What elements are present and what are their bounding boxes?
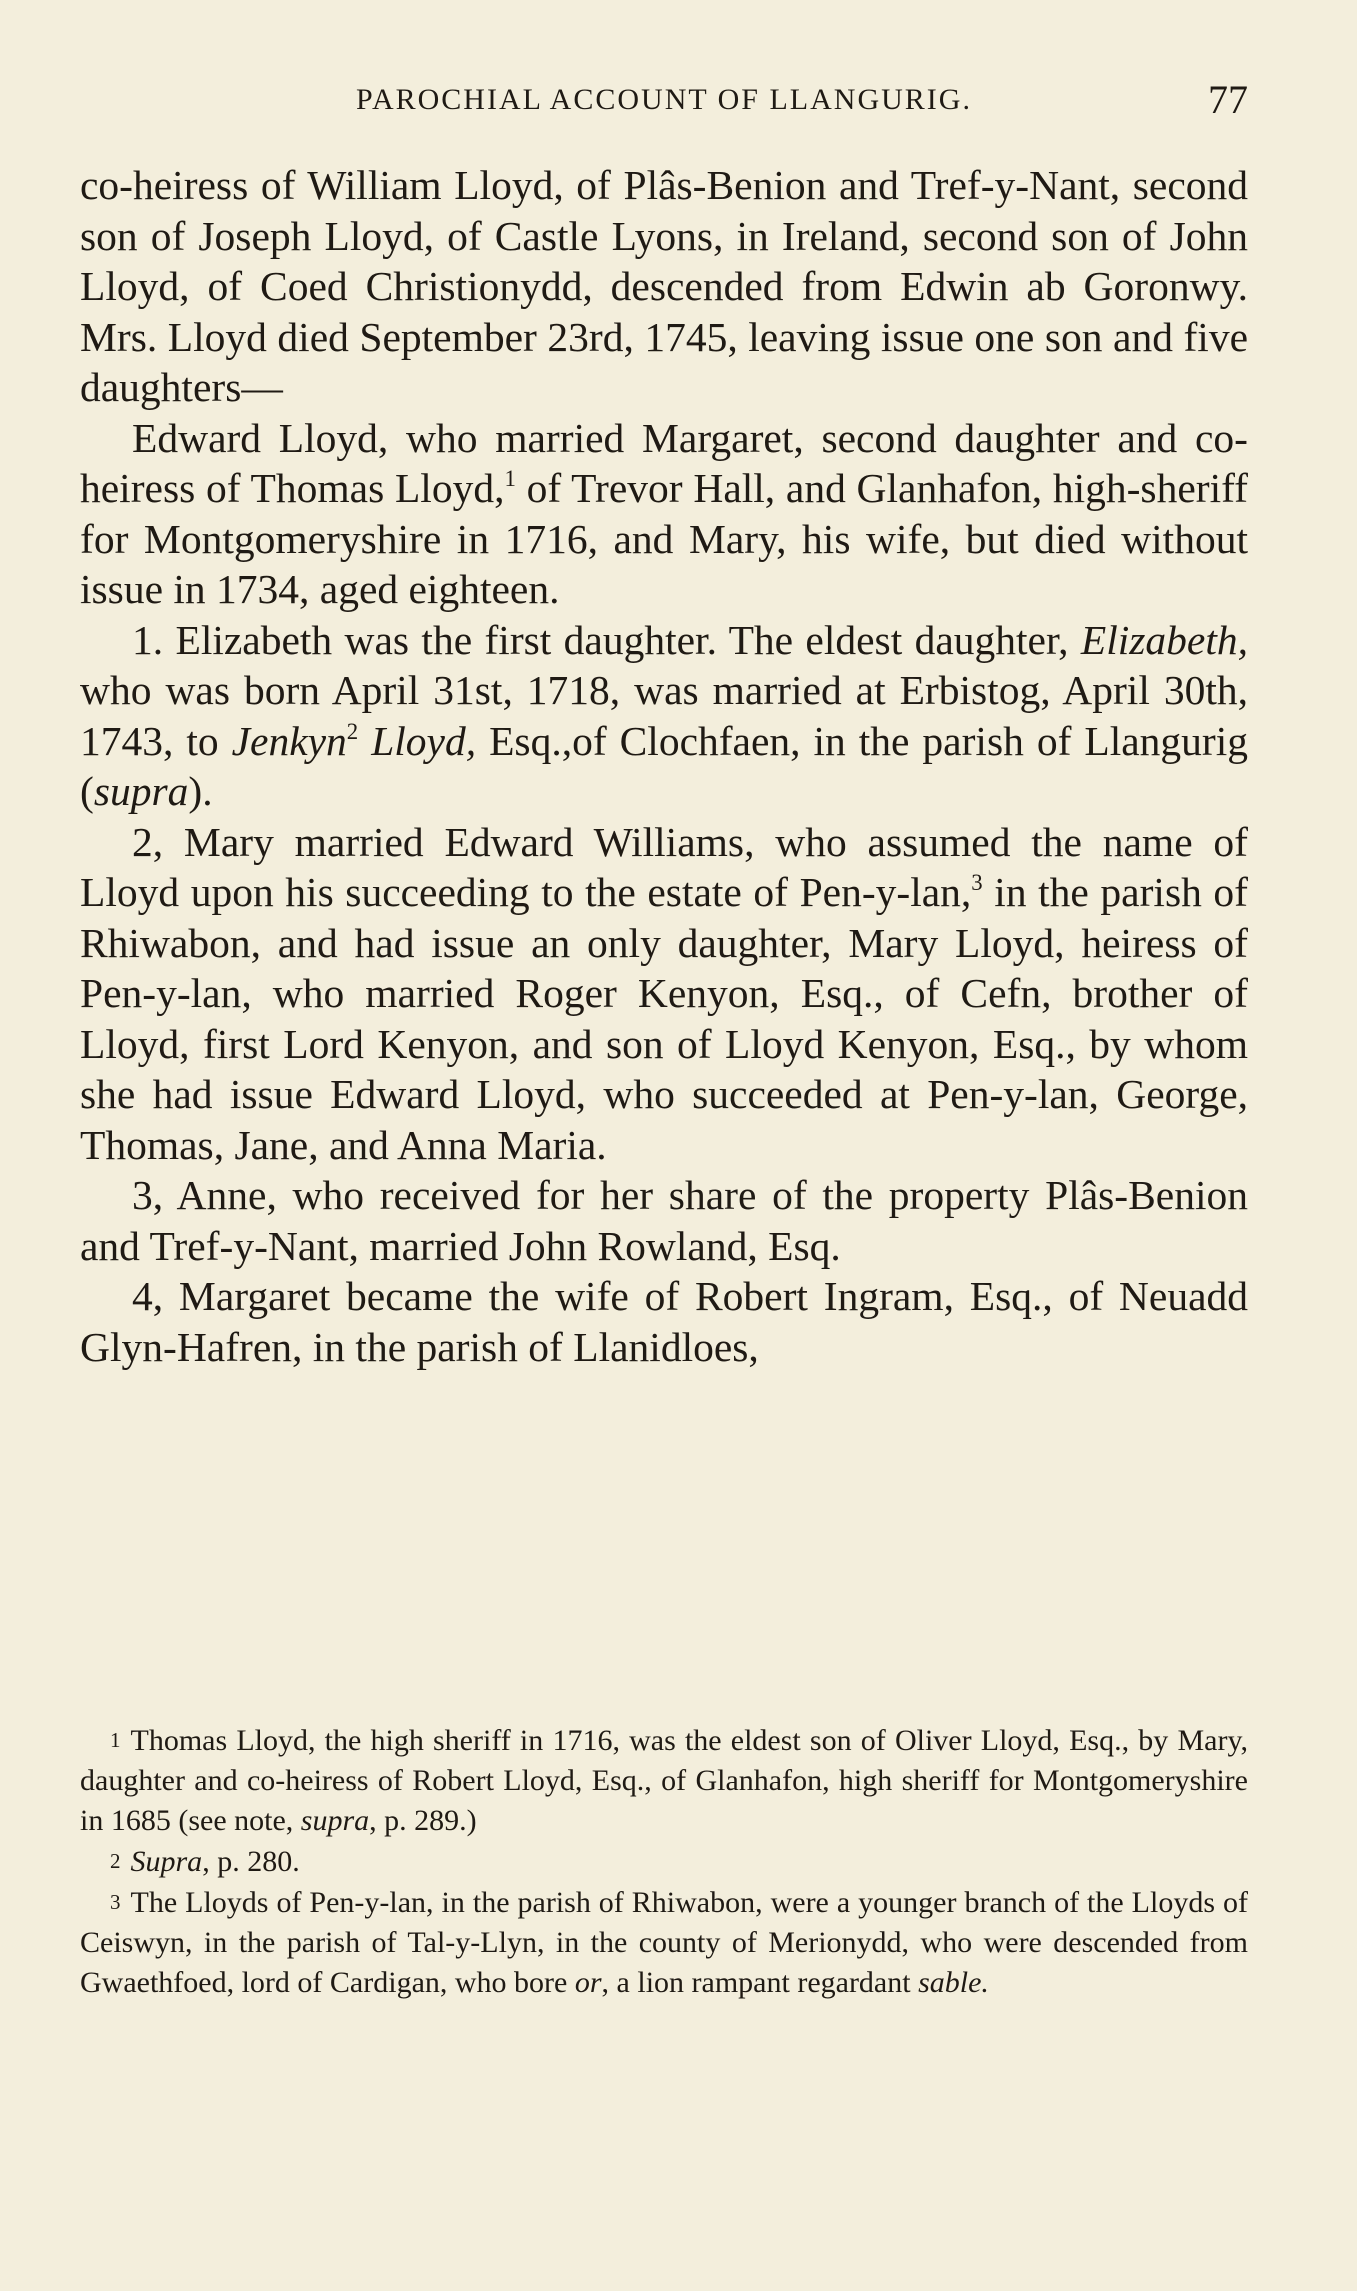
paragraph-mary: 2, Mary married Edward Williams, who assumed the name of Lloyd upon his succeeding to the estate of Pen-y-lan,$^3$ in the parish of Rhiwabon, and had issue an only daughter, Mary Lloyd, heiress of Pen-y-lan, who married Roger Kenyon, Esq., of Cefn, brother of Lloyd, first Lord Kenyon, and son of Lloyd Kenyon, Esq., by whom she had issue Edward Lloyd, who succeeded at Pen-y-lan, George, Thomas, Jane, and Anna Maria. xyxy=(80,818,1248,1168)
paragraph-margaret: 4, Margaret became the wife of Robert Ingram, Esq., of Neuadd Glyn-Hafren, in the parish of Llanidloes, xyxy=(80,1273,1248,1370)
paragraph-edward: Edward Lloyd, who married Margaret, second daughter and co-heiress of Thomas Lloyd,$^1$ of Trevor Hall, and Glanhafon, high-sheriff for Montgomeryshire in 1716, and Mary, his wife, but died without issue in 1734, aged eighteen. xyxy=(80,414,1248,612)
running-header xyxy=(80,75,1248,125)
running-title: PAROCHIAL ACCOUNT OF LLANGURIG. xyxy=(356,83,972,116)
page-number: 77 xyxy=(1208,77,1248,122)
footnote-3: 3 The Lloyds of Pen-y-lan, in the parish of Rhiwabon, were a younger branch of the Lloyds of Ceiswyn, in the parish of Tal-y-Llyn, in the county of Merionydd, who were descended from Gwaethfoed, lord of Cardigan, who bore or, a lion rampant regardant sable. xyxy=(80,1886,1248,2000)
footnotes xyxy=(80,1720,1248,2003)
paragraph-anne: 3, Anne, who received for her share of the property Plâs-Benion and Tref-y-Nant, married John Rowland, Esq. xyxy=(80,1172,1248,1269)
footnote-1: 1 Thomas Lloyd, the high sheriff in 1716, was the eldest son of Oliver Lloyd, Esq., by Mary, daughter and co-heiress of Robert Lloyd, Esq., of Glanhafon, high sheriff for Montgomeryshire in 1685 (see note, supra, p. 289.) xyxy=(80,1724,1248,1838)
footnote-2: 2 Supra, p. 280. xyxy=(110,1845,300,1879)
footnote-ref-3: 3 xyxy=(971,870,983,896)
main-text xyxy=(80,160,1248,1372)
footnote-ref-2: 2 xyxy=(346,718,359,744)
footnote-ref-1: 1 xyxy=(504,466,516,492)
paragraph-elizabeth: 1. Elizabeth was the first daughter. The eldest daughter, Elizabeth, who was born April 31st, 1718, was married at Erbistog, April 30th, 1743, to Jenkyn$^2$ Lloyd, Esq.,of Clochfaen, in the parish of Llangurig (supra). xyxy=(80,616,1249,814)
paragraph-1: co-heiress of William Lloyd, of Plâs-Benion and Tref-y-Nant, second son of Joseph Lloyd, of Castle Lyons, in Ireland, second son of John Lloyd, of Coed Christionydd, descended from Edwin ab Goronwy. Mrs. Lloyd died September 23rd, 1745, leaving issue one son and five daughters— xyxy=(80,162,1248,410)
